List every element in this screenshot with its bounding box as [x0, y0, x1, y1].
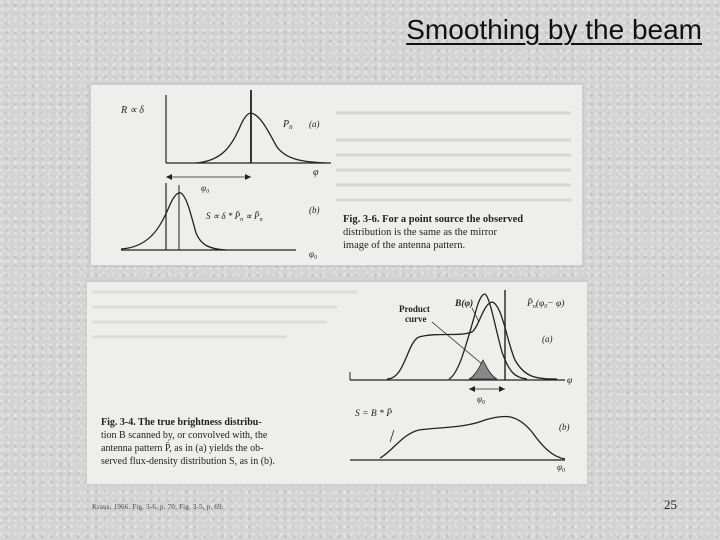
label-part-a: (a) — [309, 119, 320, 129]
S-pointer-line — [390, 430, 394, 442]
label-phi0-a: $\varphi_0$ — [477, 394, 485, 406]
label-phi0-b: $\varphi_0$ — [309, 249, 317, 261]
label-phi0-b: $\varphi_0$ — [557, 462, 565, 474]
label-S-convolution: S = B * P̄ — [355, 409, 393, 419]
slide-title: Smoothing by the beam — [406, 14, 702, 45]
observed-flux-curve-S — [380, 416, 565, 459]
caption-line-1: Fig. 3-6. For a point source the observed — [343, 214, 524, 225]
label-product-curve-2: curve — [405, 314, 427, 324]
label-phi0-a: $\varphi_0$ — [201, 183, 209, 195]
label-R-proportional-delta: R ∝ δ — [121, 105, 144, 116]
label-B-phi: B(φ) — [455, 299, 474, 309]
source-citation: Kraus, 1966. Fig. 3-6, p. 70; Fig. 3-5, p. 69. — [92, 503, 224, 511]
antenna-pattern-curve — [196, 113, 326, 163]
label-part-a: (a) — [542, 334, 553, 344]
label-S-convolution: $S \propto \delta * P̄_n$ ∝ $P̄_n$ — [206, 211, 263, 223]
observed-distribution-curve — [121, 193, 226, 250]
caption-line-2: tion B scanned by, or convolved with, the — [101, 430, 268, 441]
label-part-b: (b) — [559, 422, 570, 432]
caption-line-2: distribution is the same as the mirror — [343, 227, 497, 238]
caption-line-4: served flux-density distribution S, as in (b). — [101, 456, 275, 467]
figure-point-source-scan — [90, 84, 583, 266]
caption-line-3: image of the antenna pattern. — [343, 240, 466, 251]
label-product-curve-1: Product — [399, 304, 430, 314]
caption-line-1: Fig. 3-4. The true brightness distribu- — [101, 417, 262, 428]
caption-line-3: antenna pattern P̄, as in (a) yields the ob- — [101, 443, 264, 454]
page-number: 25 — [664, 497, 677, 512]
bleed-through-text — [92, 292, 357, 337]
figure-convolution-drawing — [87, 282, 587, 484]
figure-convolution-scan — [86, 281, 588, 485]
label-part-b: (b) — [309, 205, 320, 215]
label-Pn: $P_n$ — [283, 119, 293, 131]
label-Pn-shifted: $P̄_n(\varphi_0- \varphi)$ — [527, 299, 565, 310]
bleed-through-text — [336, 113, 571, 200]
label-phi-axis: φ — [313, 167, 319, 178]
figure-point-source-drawing — [91, 85, 582, 265]
product-curve-hatched — [469, 360, 497, 379]
label-phi-axis: φ — [567, 376, 573, 386]
